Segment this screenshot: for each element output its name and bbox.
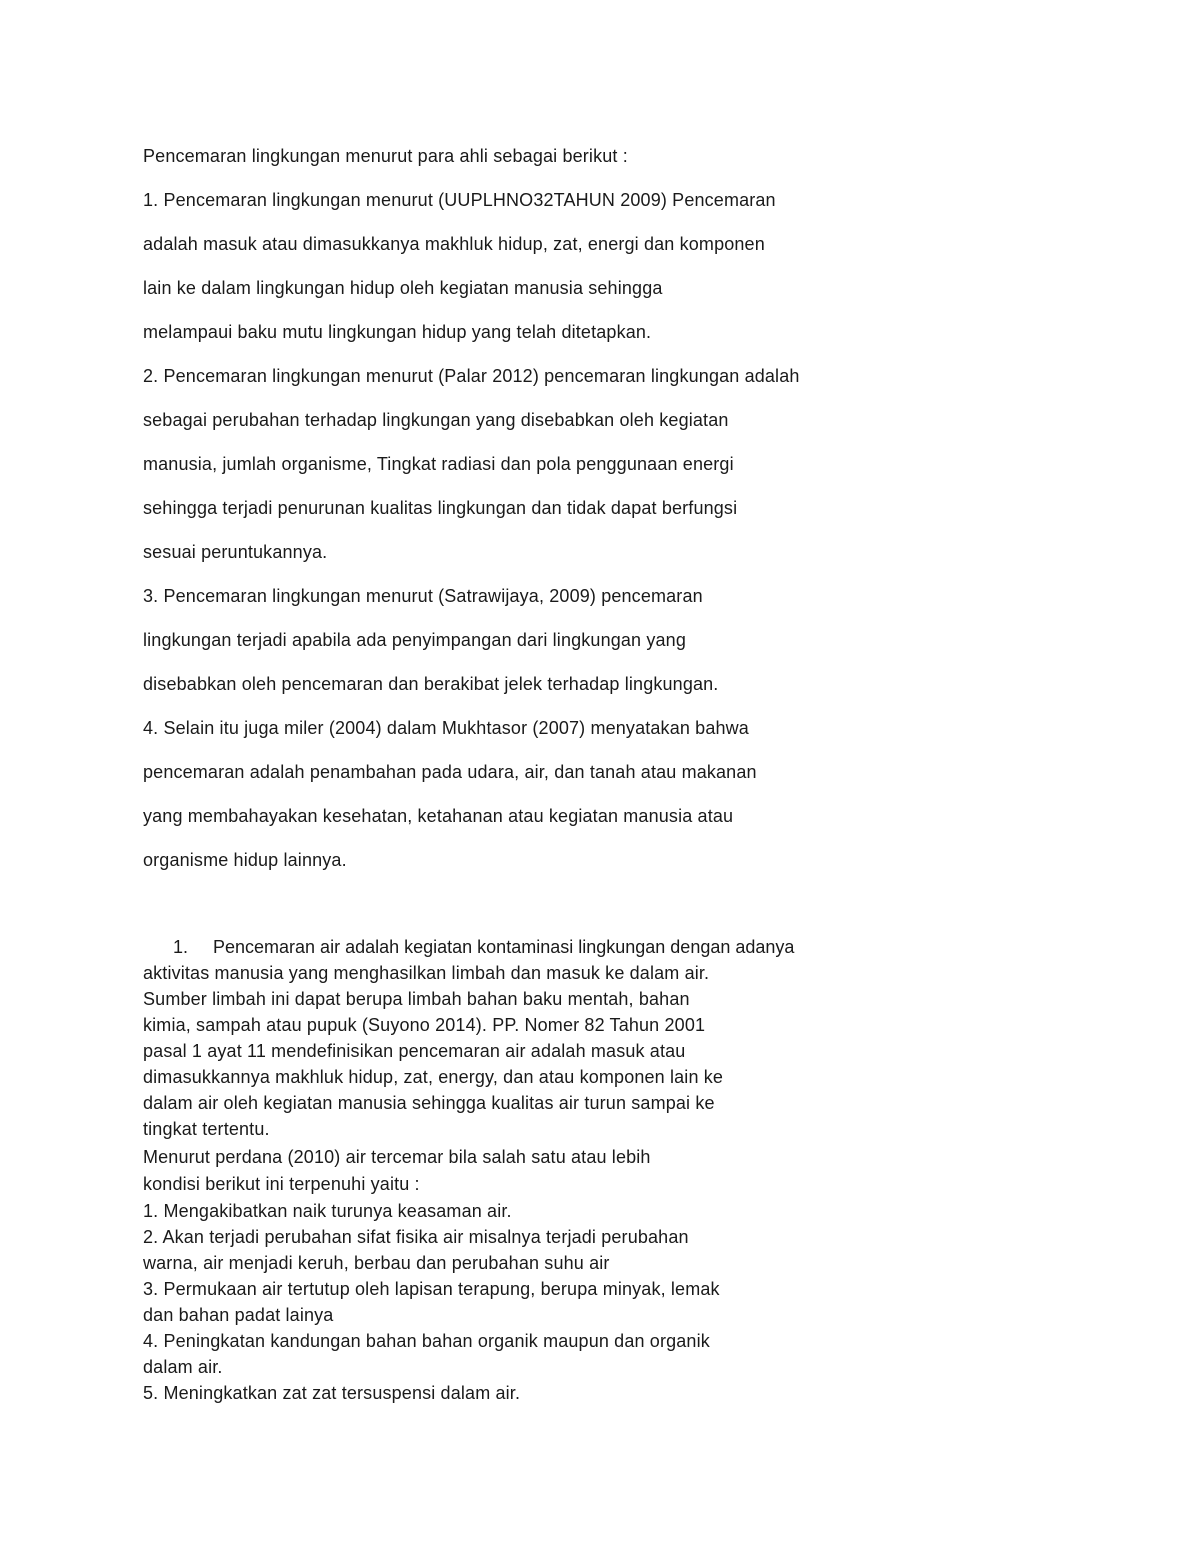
paragraph-line: dalam air oleh kegiatan manusia sehingga kualitas air turun sampai ke (143, 1093, 715, 1113)
paragraph-line: 5. Meningkatkan zat zat tersuspensi dalam air. (143, 1383, 521, 1403)
paragraph-line: 4. Peningkatan kandungan bahan bahan organik maupun dan organik (143, 1331, 710, 1351)
paragraph-line: lingkungan terjadi apabila ada penyimpangan dari lingkungan yang (143, 630, 686, 650)
paragraph-line: 3. Pencemaran lingkungan menurut (Satrawijaya, 2009) pencemaran (143, 586, 703, 606)
paragraph-line: Menurut perdana (2010) air tercemar bila salah satu atau lebih (143, 1147, 651, 1167)
paragraph-line: Sumber limbah ini dapat berupa limbah bahan baku mentah, bahan (143, 989, 690, 1009)
paragraph-line: aktivitas manusia yang menghasilkan limbah dan masuk ke dalam air. (143, 963, 710, 983)
paragraph-line: kimia, sampah atau pupuk (Suyono 2014). PP. Nomer 82 Tahun 2001 (143, 1015, 706, 1035)
paragraph-line: 3. Permukaan air tertutup oleh lapisan terapung, berupa minyak, lemak (143, 1279, 720, 1299)
paragraph-line: pencemaran adalah penambahan pada udara, air, dan tanah atau makanan (143, 762, 757, 782)
paragraph-line: pasal 1 ayat 11 mendefinisikan pencemaran air adalah masuk atau (143, 1041, 686, 1061)
paragraph-line: 1. Pencemaran lingkungan menurut (UUPLHNO32TAHUN 2009) Pencemaran (143, 190, 776, 210)
paragraph-line: 4. Selain itu juga miler (2004) dalam Mukhtasor (2007) menyatakan bahwa (143, 718, 749, 738)
numbered-list-item (173, 937, 794, 958)
paragraph-line: sesuai peruntukannya. (143, 542, 328, 562)
paragraph-line: kondisi berikut ini terpenuhi yaitu : (143, 1174, 420, 1194)
paragraph-line: dimasukkannya makhluk hidup, zat, energy, dan atau komponen lain ke (143, 1067, 724, 1087)
list-marker: 1. (173, 937, 189, 957)
paragraph-line: organisme hidup lainnya. (143, 850, 347, 870)
paragraph-line: yang membahayakan kesehatan, ketahanan atau kegiatan manusia atau (143, 806, 734, 826)
paragraph-line: manusia, jumlah organisme, Tingkat radiasi dan pola penggunaan energi (143, 454, 734, 474)
paragraph-line: tingkat tertentu. (143, 1119, 270, 1139)
paragraph-line: sehingga terjadi penurunan kualitas lingkungan dan tidak dapat berfungsi (143, 498, 738, 518)
paragraph-line: adalah masuk atau dimasukkanya makhluk hidup, zat, energi dan komponen (143, 234, 765, 254)
paragraph-line: 1. Mengakibatkan naik turunya keasaman air. (143, 1201, 512, 1221)
paragraph-line: 2. Akan terjadi perubahan sifat fisika air misalnya terjadi perubahan (143, 1227, 689, 1247)
paragraph-line: 2. Pencemaran lingkungan menurut (Palar 2012) pencemaran lingkungan adalah (143, 366, 800, 386)
intro-line: Pencemaran lingkungan menurut para ahli sebagai berikut : (143, 146, 628, 166)
paragraph-line: lain ke dalam lingkungan hidup oleh kegiatan manusia sehingga (143, 278, 663, 298)
paragraph-line: disebabkan oleh pencemaran dan berakibat jelek terhadap lingkungan. (143, 674, 719, 694)
paragraph-line: dan bahan padat lainya (143, 1305, 334, 1325)
list-item-text: Pencemaran air adalah kegiatan kontaminasi lingkungan dengan adanya (213, 937, 795, 957)
paragraph-line: warna, air menjadi keruh, berbau dan perubahan suhu air (143, 1253, 610, 1273)
paragraph-line: melampaui baku mutu lingkungan hidup yang telah ditetapkan. (143, 322, 652, 342)
paragraph-line: sebagai perubahan terhadap lingkungan yang disebabkan oleh kegiatan (143, 410, 729, 430)
paragraph-line: dalam air. (143, 1357, 223, 1377)
